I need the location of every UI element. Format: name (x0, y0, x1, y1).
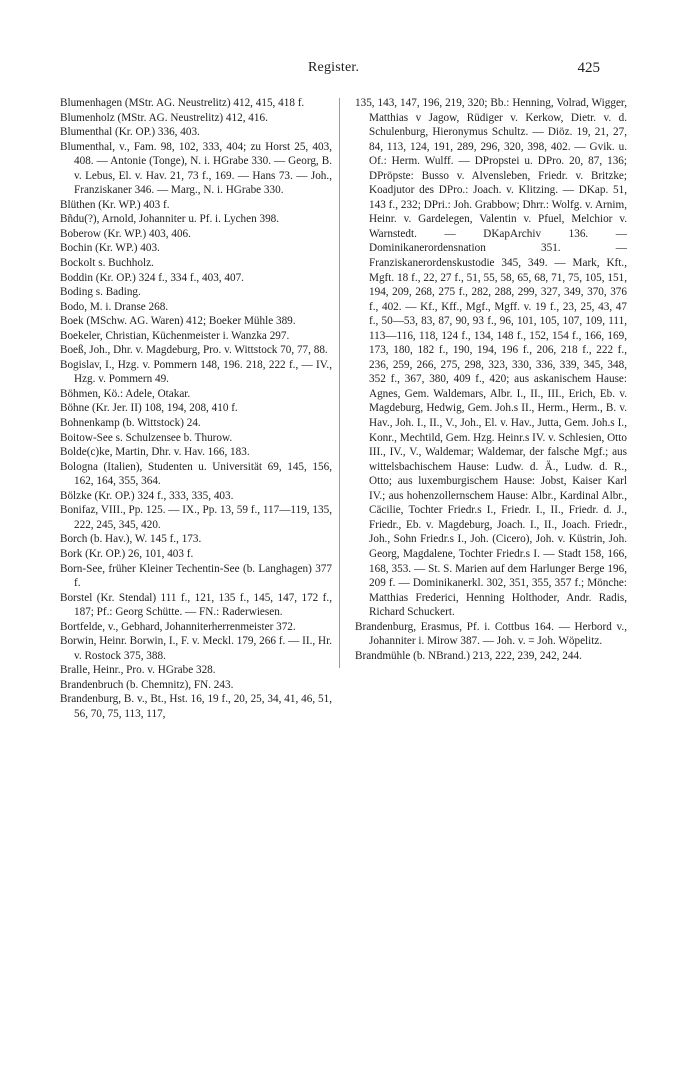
index-entry: Bohnenkamp (b. Wittstock) 24. (60, 417, 201, 430)
index-column-left (60, 96, 332, 722)
index-entry: Blüthen (Kr. WP.) 403 f. (60, 198, 170, 211)
index-entry: Brandenburg, Erasmus, Pf. i. Cottbus 164. — Herbord v., Johanniter i. Mirow 387. — Joh. v. = Joh. Wöpelitz. (355, 620, 627, 648)
index-entry: Bodo, M. i. Dranse 268. (60, 300, 169, 313)
index-entry: Bochin (Kr. WP.) 403. (60, 242, 160, 255)
index-entry: Blumenthal (Kr. OP.) 336, 403. (60, 126, 200, 139)
column-divider (339, 98, 340, 668)
index-entry: Blumenhagen (MStr. AG. Neustrelitz) 412, 415, 418 f. (60, 97, 305, 109)
index-entry: Bogislav, I., Hzg. v. Pommern 148, 196. 218, 222 f., — IV., Hzg. v. Pommern 49. (60, 358, 332, 386)
index-entry: Bölzke (Kr. OP.) 324 f., 333, 335, 403. (60, 489, 234, 502)
index-entry: Blumenthal, v., Fam. 98, 102, 333, 404; zu Horst 25, 403, 408. — Antonie (Tonge), N. i. HGrabe 330. — Georg, B. v. Lebus, El. v. Hav. 21, 73 f., 169. — Hans 73. — Joh., Franziskaner 346. — Marg., N. i. HGrabe 330. (60, 140, 332, 197)
index-entry: Borstel (Kr. Stendal) 111 f., 121, 135 f., 145, 147, 172 f., 187; Pf.: Georg Schütte. — FN.: Raderwiesen. (60, 591, 332, 619)
index-entry: Bonifaz, VIII., Pp. 125. — IX., Pp. 13, 59 f., 117—119, 135, 222, 245, 345, 420. (60, 504, 332, 531)
index-entry: Borch (b. Hav.), W. 145 f., 173. (60, 533, 202, 546)
index-entry: Bñdu(?), Arnold, Johanniter u. Pf. i. Lychen 398. (60, 213, 280, 226)
index-entry: Brandenbruch (b. Chemnitz), FN. 243. (60, 678, 234, 691)
page-number: 425 (577, 60, 600, 76)
index-entry: Bologna (Italien), Studenten u. Universität 69, 145, 156, 162, 164, 355, 364. (60, 460, 332, 488)
index-column-right (355, 96, 627, 663)
page-title: Register. (308, 60, 360, 75)
page-header (0, 60, 700, 82)
index-entry: Boitow-See s. Schulzensee b. Thurow. (60, 431, 233, 444)
index-entry: Bockolt s. Buchholz. (60, 257, 154, 270)
index-entry: Boberow (Kr. WP.) 403, 406. (60, 227, 191, 240)
index-entry: Born-See, früher Kleiner Techentin-See (b. Langhagen) 377 f. (60, 562, 332, 590)
index-entry: Boekeler, Christian, Küchenmeister i. Wanzka 297. (60, 329, 290, 342)
index-entry: Boek (MSchw. AG. Waren) 412; Boeker Mühle 389. (60, 315, 296, 328)
index-entry: Blumenholz (MStr. AG. Neustrelitz) 412, 416. (60, 111, 268, 124)
index-entry: Borwin, Heinr. Borwin, I., F. v. Meckl. 179, 266 f. — II., Hr. v. Rostock 375, 388. (60, 635, 332, 662)
index-entry: Boddin (Kr. OP.) 324 f., 334 f., 403, 407. (60, 271, 244, 284)
index-entry: Bortfelde, v., Gebhard, Johanniterherrenmeister 372. (60, 620, 296, 633)
index-entry: Bralle, Heinr., Pro. v. HGrabe 328. (60, 664, 216, 677)
index-entry: Brandenburg, B. v., Bt., Hst. 16, 19 f., 20, 25, 34, 41, 46, 51, 56, 70, 75, 113, 117, (60, 693, 332, 720)
index-entry: Boeß, Joh., Dhr. v. Magdeburg, Pro. v. Wittstock 70, 77, 88. (60, 344, 328, 357)
index-entry: Böhmen, Kö.: Adele, Otakar. (60, 387, 191, 400)
index-entry: Boding s. Bading. (60, 286, 141, 299)
index-entry: Bolde(c)ke, Martin, Dhr. v. Hav. 166, 183. (60, 446, 250, 459)
index-entry: Bork (Kr. OP.) 26, 101, 403 f. (60, 547, 194, 560)
index-entry: 135, 143, 147, 196, 219, 320; Bb.: Henning, Volrad, Wigger, Matthias v Jagow, Rüdiger v. Kerkow, Dietr. v. d. Schulenburg, Hieronymus Schultz. — Diöz. 19, 21, 27, 84, 113, 124, 191, 289, 296, 320, 398, 402. — Gvik. u. Of.: Herm. Wulff. — DPropstei u. DPro. 20, 87, 136; DPröpste: Busso v. Alvensleben, Friedr. v. Britzke; Koadjutor des DPro.: Joach. v. Klitzing. — DKap. 51, 143 f., 232; DPri.: Joh. Grabbow; Dhrr.: Wolfg. v. Arnim, Heinr. v. Gardelegen, Valentin v. Pfuel, Melchior v. Warnstedt. — DKapArchiv 136. — Dominikanerordensnation 351. — Franziskanerordenskustodie 345, 349. — Mark, Kft., Mgft. 18 f., 22, 27 f., 51, 55, 58, 65, 68, 71, 75, 105, 151, 194, 209, 268, 275 f., 282, 288, 299, 327, 349, 370, 376 f., 402. — Kf., Kff., Mgf., Mgff. v. 19 f., 23, 25, 43, 47 f., 50—53, 83, 87, 90, 93 f., 96, 101, 105, 107, 109, 111, 113—116, 118, 124 f., 134, 148 f., 152, 154 f., 166, 169, 173, 180, 182 f., 190, 194, 196 f., 206, 218 f., 222 f., 236, 259, 266, 275, 298, 323, 330, 336, 339, 345, 348, 352 f., 367, 380, 409 f., 420; aus askanischem Hause: Agnes, Gem. Waldemars, Albr. I., II., III., Erich, Eb. v. Magdeburg, Hedwig, Gem. Joh.s II., Herm., Herm., B. v. Hav., Joh. I., II., V., Joh., El. v. Hav., Jutta, Gem. Joh.s I., Konr., Mechtild, Gem. Hzg. Heinr.s IV. v. Schlesien, Otto III., IV., V., Waldemar; Waldemar, der falsche Mgf.; aus wittelsbachischem Hause: Ludw. d. Ä., Ludw. d. R., Otto; aus luxemburgischem Hause: Jobst, Kaiser Karl IV.; aus hohenzollernschem Hause: Albr., Kardinal Albr., Cäcilie, Tochter Friedr.s I., Friedr. I., II., Friedr. d. J., Friedr., Eb. v. Magdeburg, Joach. I., II., Joach. Friedr., Joh., Sohn Friedr.s I., Joh. (Cicero), Joh. v. Küstrin, Joh. Georg, Magdalene, Tochter Friedr.s I. — Stadt 158, 166, 168, 353. — St. S. Marien auf dem Harlunger Berge 196, 209 f. — Dominikanerkl. 302, 351, 355, 357 f.; Mönche: Matthias Frederici, Henning Holthoder, Andr. Radis, Richard Schuckert. (355, 97, 627, 619)
index-entry: Brandmühle (b. NBrand.) 213, 222, 239, 242, 244. (355, 649, 582, 662)
index-entry: Böhne (Kr. Jer. II) 108, 194, 208, 410 f. (60, 402, 238, 415)
